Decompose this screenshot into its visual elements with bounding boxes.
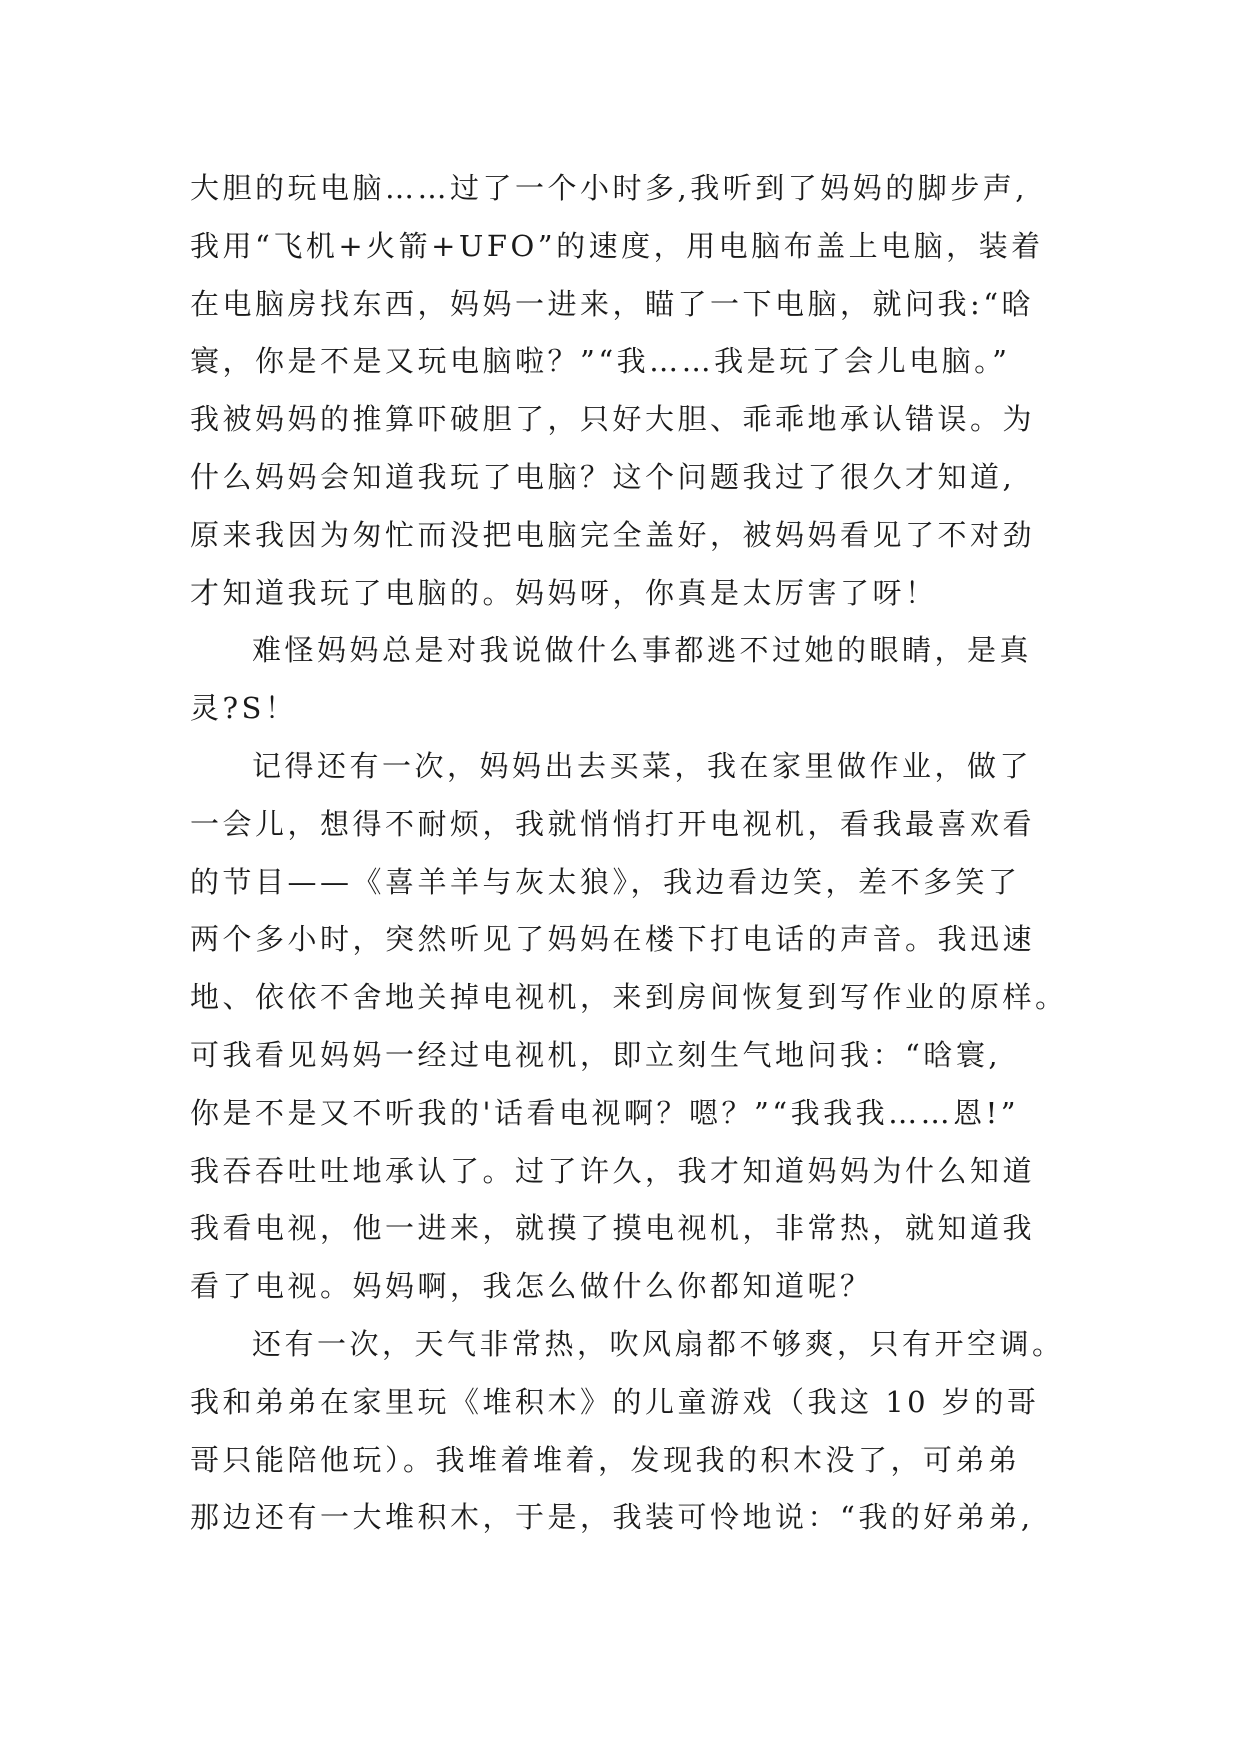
- essay-body: [190, 160, 1090, 1547]
- text-line: 原来我因为匆忙而没把电脑完全盖好，被妈妈看见了不对劲: [190, 517, 1036, 552]
- paragraph-first-line: 记得还有一次，妈妈出去买菜，我在家里做作业，做了: [252, 748, 1033, 783]
- text-line: 可我看见妈妈一经过电视机，即立刻生气地问我：“晗寰,: [190, 1037, 1002, 1072]
- text-line: 两个多小时，突然听见了妈妈在楼下打电话的声音。我迅速: [190, 922, 1036, 957]
- text-line: 看了电视。妈妈啊，我怎么做什么你都知道呢？: [190, 1269, 873, 1304]
- text-line: 我被妈妈的推算吓破胆了，只好大胆、乖乖地承认错误。为: [190, 402, 1036, 437]
- text-line: 你是不是又不听我的'话看电视啊？嗯？”“我我我……恩!”: [190, 1095, 1020, 1130]
- text-line: 我看电视，他一进来，就摸了摸电视机，非常热，就知道我: [190, 1211, 1036, 1246]
- paragraph-first-line: 还有一次，天气非常热，吹风扇都不够爽，只有开空调。: [252, 1326, 1065, 1361]
- text-line: 才知道我玩了电脑的。妈妈呀，你真是太厉害了呀！: [190, 575, 938, 610]
- text-line: 大胆的玩电脑……过了一个小时多,我听到了妈妈的脚步声,: [190, 171, 1028, 205]
- text-line: 我和弟弟在家里玩《堆积木》的儿童游戏（我这 10 岁的哥: [190, 1384, 1040, 1419]
- text-line: 什么妈妈会知道我玩了电脑？这个问题我过了很久才知道,: [190, 459, 1016, 494]
- text-line: 地、依依不舍地关掉电视机，来到房间恢复到写作业的原样。: [190, 980, 1068, 1015]
- text-line: 的节目——《喜羊羊与灰太狼》，我边看边笑，差不多笑了: [190, 864, 1021, 899]
- text-line: 一会儿，想得不耐烦，我就悄悄打开电视机，看我最喜欢看: [190, 806, 1036, 841]
- text-line: 寰，你是不是又玩电脑啦？”“我……我是玩了会儿电脑。”: [190, 344, 1011, 379]
- text-line: 灵?S！: [190, 691, 298, 726]
- paragraph-first-line: 难怪妈妈总是对我说做什么事都逃不过她的眼睛，是真: [252, 633, 1033, 668]
- text-line: 在电脑房找东西，妈妈一进来，瞄了一下电脑，就问我:“晗: [190, 286, 1035, 321]
- text-line: 那边还有一大堆积木，于是，我装可怜地说：“我的好弟弟,: [190, 1500, 1034, 1535]
- text-line: 我用“飞机+火箭+UFO”的速度，用电脑布盖上电脑，装着: [190, 228, 1044, 263]
- text-line: 我吞吞吐吐地承认了。过了许久，我才知道妈妈为什么知道: [190, 1153, 1036, 1188]
- text-line: 哥只能陪他玩）。我堆着堆着，发现我的积木没了，可弟弟: [190, 1442, 1021, 1477]
